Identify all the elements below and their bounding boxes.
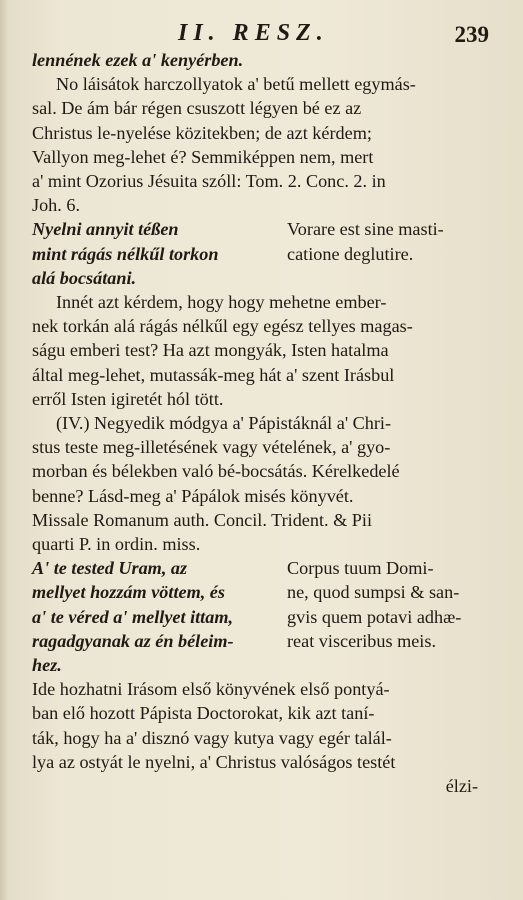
quotation-block <box>32 217 498 290</box>
quote-latin <box>287 653 498 677</box>
quote-latin <box>287 266 498 290</box>
quote-row <box>32 653 498 677</box>
text-line: ságu emberi test? Ha azt mongyák, Isten hatalma <box>32 340 389 361</box>
text-line: ták, hogy ha a' disznó vagy kutya vagy egér talál- <box>32 727 392 748</box>
catchword: élzi- <box>445 776 478 797</box>
text-line: Joh. 6. <box>32 195 80 216</box>
quote-row <box>32 266 498 290</box>
quote-row <box>32 629 498 653</box>
text-line: No láisátok harczollyatok a' betű mellett egymás- <box>56 74 416 95</box>
text-line: a' mint Ozorius Jésuita szóll: Tom. 2. Conc. 2. in <box>32 171 386 192</box>
quote-latin: catione deglutire. <box>287 243 414 264</box>
page-edge-shadow <box>0 0 8 900</box>
quote-latin: gvis quem potavi adhæ- <box>287 606 462 627</box>
text-line: Innét azt kérdem, hogy hogy mehetne ember- <box>56 292 387 313</box>
text-line: lennének ezek a' kenyérben. <box>32 50 244 70</box>
quote-latin: ne, quod sumpsi & san- <box>287 582 460 603</box>
text-line: Christus le-nyelése közitekben; de azt kérdem; <box>32 122 372 143</box>
text-line: Vallyon meg-lehet é? Semmiképpen nem, mert <box>32 146 374 167</box>
text-line: lya az ostyát le nyelni, a' Christus valóságos testét <box>32 751 396 772</box>
quote-row <box>32 242 498 266</box>
page-number: 239 <box>454 22 489 47</box>
body-text <box>32 48 498 798</box>
quotation-block <box>32 556 498 677</box>
quote-latin: reat visceribus meis. <box>287 630 436 651</box>
text-line: ban elő hozott Pápista Doctorokat, kik azt taní- <box>32 703 375 724</box>
text-line: erről Isten igiretét hól tött. <box>32 388 224 409</box>
quote-hungarian: mellyet hozzám vöttem, és <box>32 582 225 603</box>
quote-hungarian: mint rágás nélkűl torkon <box>32 243 219 264</box>
text-line: által meg-lehet, mutassák-meg hát a' szent Irásbul <box>32 364 395 385</box>
text-line: (IV.) Negyedik módgya a' Pápistáknál a' Chri- <box>56 413 392 434</box>
quote-row <box>32 605 498 629</box>
text-line: quarti P. in ordin. miss. <box>32 534 201 555</box>
text-line: morban és bélekben való bé-bocsátás. Kérelkedelé <box>32 461 400 482</box>
quote-row <box>32 556 498 580</box>
text-line: nek torkán alá rágás nélkűl egy egész tellyes magas- <box>32 316 413 337</box>
text-line: benne? Lásd-meg a' Pápálok misés könyvét. <box>32 485 354 506</box>
quote-hungarian: ragadgyanak az én béleim- <box>32 630 234 651</box>
text-line: Missale Romanum auth. Concil. Trident. & Pii <box>32 509 373 530</box>
text-line: stus teste meg-illetésének vagy vételének, a' gyo- <box>32 437 391 458</box>
quote-row <box>32 217 498 241</box>
quote-hungarian: Nyelni annyit téßen <box>32 219 179 240</box>
quote-row <box>32 580 498 604</box>
text-line: Ide hozhatni Irásom első könyvének első pontyá- <box>32 679 390 700</box>
quote-latin: Corpus tuum Domi- <box>287 558 434 579</box>
header-title: II. RESZ. <box>178 20 329 46</box>
quote-hungarian: alá bocsátani. <box>32 267 137 288</box>
quote-hungarian: a' te véred a' mellyet ittam, <box>32 606 234 627</box>
text-line: sal. De ám bár régen csuszott légyen bé ez az <box>32 98 362 119</box>
quote-latin: Vorare est sine masti- <box>287 219 444 240</box>
quote-hungarian: A' te tested Uram, az <box>32 558 188 579</box>
quote-hungarian: hez. <box>32 655 62 676</box>
